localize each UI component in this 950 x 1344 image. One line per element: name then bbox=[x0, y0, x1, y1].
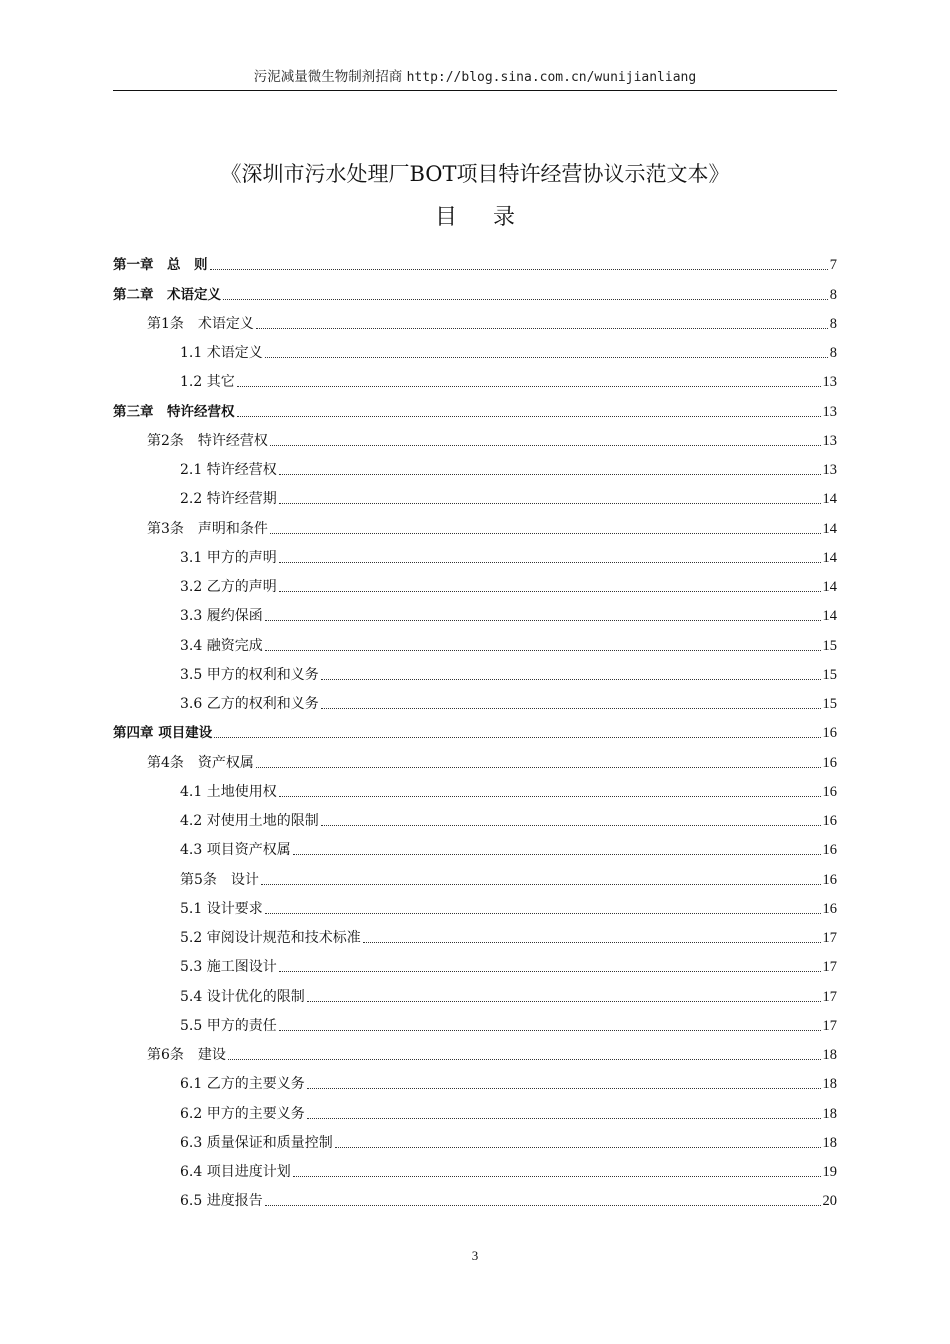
toc-entry-label: 6.4 项目进度计划 bbox=[180, 1164, 291, 1180]
toc-entry-label: 3.4 融资完成 bbox=[180, 637, 263, 654]
toc-entry-label: 第三章 特许经营权 bbox=[113, 403, 235, 420]
toc-dot-leader bbox=[279, 503, 821, 504]
toc-dot-leader bbox=[321, 708, 821, 709]
toc-entry-label: 第3条 声明和条件 bbox=[147, 520, 268, 537]
toc-entry-label: 5.5 甲方的责任 bbox=[180, 1017, 277, 1034]
toc-entry[interactable] bbox=[113, 743, 837, 772]
toc-entry-page: 17 bbox=[822, 930, 837, 946]
toc-entry-page: 16 bbox=[822, 842, 837, 859]
toc-entry-page: 16 bbox=[822, 871, 837, 888]
toc-entry[interactable] bbox=[113, 626, 837, 655]
toc-dot-leader bbox=[256, 328, 828, 329]
toc-dot-leader bbox=[265, 913, 821, 914]
toc-entry[interactable] bbox=[113, 568, 837, 597]
toc-entry-page: 17 bbox=[822, 959, 837, 976]
toc-heading: 目录 bbox=[434, 205, 551, 230]
toc-entry[interactable] bbox=[113, 422, 837, 451]
toc-dot-leader bbox=[307, 1118, 821, 1119]
toc-entry-label: 2.2 特许经营期 bbox=[180, 491, 277, 508]
toc-entry-label: 6.2 甲方的主要义务 bbox=[180, 1105, 305, 1122]
toc-dot-leader bbox=[261, 884, 821, 885]
toc-entry[interactable] bbox=[113, 392, 837, 421]
toc-entry[interactable] bbox=[113, 305, 837, 334]
toc-entry-label: 第四章 项目建设 bbox=[113, 725, 213, 742]
toc-entry-label: 3.2 乙方的声明 bbox=[180, 579, 277, 595]
toc-entry-page: 14 bbox=[822, 491, 837, 508]
toc-entry-label: 第4条 资产权属 bbox=[147, 754, 254, 771]
toc-entry[interactable] bbox=[113, 890, 837, 919]
toc-entry[interactable] bbox=[113, 685, 837, 714]
toc-entry-label: 第6条 建设 bbox=[147, 1047, 226, 1063]
toc-entry-page: 15 bbox=[822, 666, 837, 683]
toc-dot-leader bbox=[321, 825, 821, 826]
toc-entry-page: 16 bbox=[822, 783, 837, 800]
toc-entry-page: 16 bbox=[822, 754, 837, 771]
toc-entry-page: 15 bbox=[822, 696, 837, 712]
toc-entry-page: 18 bbox=[822, 1047, 837, 1063]
toc-entry-label: 1.2 其它 bbox=[180, 374, 235, 391]
toc-dot-leader bbox=[279, 474, 821, 475]
toc-entry-page: 14 bbox=[822, 549, 837, 566]
toc-entry[interactable] bbox=[113, 1007, 837, 1036]
toc-entry[interactable] bbox=[113, 451, 837, 480]
toc-entry-page: 15 bbox=[822, 637, 837, 654]
toc-entry[interactable] bbox=[113, 1036, 837, 1065]
table-of-contents bbox=[113, 246, 837, 1211]
header-url[interactable]: http://blog.sina.com.cn/wunijianliang bbox=[406, 70, 697, 85]
toc-dot-leader bbox=[293, 1176, 821, 1177]
toc-entry[interactable] bbox=[113, 539, 837, 568]
toc-dot-leader bbox=[256, 767, 821, 768]
toc-entry-label: 6.1 乙方的主要义务 bbox=[180, 1076, 305, 1093]
toc-dot-leader bbox=[210, 269, 828, 270]
toc-dot-leader bbox=[270, 533, 821, 534]
toc-dot-leader bbox=[363, 942, 821, 943]
toc-entry[interactable] bbox=[113, 334, 837, 363]
toc-entry-page: 18 bbox=[822, 1134, 837, 1151]
toc-entry[interactable] bbox=[113, 831, 837, 860]
page-number: 3 bbox=[471, 1248, 479, 1263]
toc-entry[interactable] bbox=[113, 363, 837, 392]
toc-entry-label: 5.2 审阅设计规范和技术标准 bbox=[180, 930, 361, 946]
toc-dot-leader bbox=[279, 562, 821, 563]
toc-dot-leader bbox=[307, 1001, 821, 1002]
toc-entry-page: 7 bbox=[829, 257, 837, 274]
toc-entry-page: 14 bbox=[822, 579, 837, 595]
toc-entry-page: 14 bbox=[822, 520, 837, 537]
toc-entry-label: 4.3 项目资产权属 bbox=[180, 842, 291, 859]
toc-entry-page: 16 bbox=[822, 725, 837, 742]
toc-entry-label: 1.1 术语定义 bbox=[180, 345, 263, 361]
toc-entry-page: 19 bbox=[822, 1164, 837, 1180]
toc-entry[interactable] bbox=[113, 860, 837, 889]
toc-entry-label: 第2条 特许经营权 bbox=[147, 432, 268, 449]
toc-entry-page: 13 bbox=[822, 403, 837, 420]
toc-entry-label: 2.1 特许经营权 bbox=[180, 462, 277, 478]
toc-entry-label: 4.2 对使用土地的限制 bbox=[180, 813, 319, 829]
toc-dot-leader bbox=[214, 737, 820, 738]
toc-entry-page: 18 bbox=[822, 1076, 837, 1093]
toc-dot-leader bbox=[270, 445, 821, 446]
toc-entry[interactable] bbox=[113, 773, 837, 802]
toc-entry[interactable] bbox=[113, 656, 837, 685]
toc-entry[interactable] bbox=[113, 509, 837, 538]
toc-entry-page: 8 bbox=[829, 286, 837, 303]
toc-dot-leader bbox=[307, 1088, 821, 1089]
page-header bbox=[113, 66, 837, 91]
toc-entry[interactable] bbox=[113, 597, 837, 626]
toc-entry-label: 6.3 质量保证和质量控制 bbox=[180, 1134, 333, 1151]
toc-entry[interactable] bbox=[113, 714, 837, 743]
toc-entry[interactable] bbox=[113, 275, 837, 304]
toc-dot-leader bbox=[265, 357, 828, 358]
toc-entry[interactable] bbox=[113, 948, 837, 977]
toc-dot-leader bbox=[265, 650, 821, 651]
toc-entry[interactable] bbox=[113, 1065, 837, 1094]
toc-entry[interactable] bbox=[113, 1182, 837, 1211]
toc-entry-label: 第一章 总 则 bbox=[113, 257, 208, 274]
toc-dot-leader bbox=[223, 299, 828, 300]
toc-entry-page: 8 bbox=[829, 315, 837, 332]
toc-entry-label: 3.5 甲方的权利和义务 bbox=[180, 666, 319, 683]
toc-entry-label: 4.1 土地使用权 bbox=[180, 783, 277, 800]
header-title: 污泥减量微生物制剂招商 bbox=[253, 69, 403, 85]
toc-entry-label: 第二章 术语定义 bbox=[113, 286, 221, 303]
toc-entry[interactable] bbox=[113, 1094, 837, 1123]
toc-entry[interactable] bbox=[113, 1124, 837, 1153]
toc-entry[interactable] bbox=[113, 919, 837, 948]
toc-dot-leader bbox=[237, 416, 821, 417]
toc-entry-label: 3.1 甲方的声明 bbox=[180, 549, 277, 566]
toc-entry-page: 8 bbox=[829, 345, 837, 361]
toc-entry-page: 13 bbox=[822, 432, 837, 449]
toc-entry-page: 17 bbox=[822, 1017, 837, 1034]
toc-dot-leader bbox=[237, 386, 821, 387]
toc-entry-label: 3.3 履约保函 bbox=[180, 608, 263, 625]
toc-entry[interactable] bbox=[113, 1153, 837, 1182]
toc-entry-label: 第5条 设计 bbox=[180, 871, 259, 888]
toc-dot-leader bbox=[265, 620, 821, 621]
toc-entry-page: 16 bbox=[822, 813, 837, 829]
toc-entry-label: 第1条 术语定义 bbox=[147, 315, 254, 332]
toc-entry-label: 6.5 进度报告 bbox=[180, 1193, 263, 1210]
document-title: 《深圳市污水处理厂BOT项目特许经营协议示范文本》 bbox=[220, 162, 730, 186]
toc-dot-leader bbox=[321, 679, 821, 680]
toc-entry-page: 18 bbox=[822, 1105, 837, 1122]
toc-dot-leader bbox=[279, 971, 821, 972]
toc-entry-page: 20 bbox=[822, 1193, 837, 1210]
toc-entry[interactable] bbox=[113, 480, 837, 509]
toc-entry-page: 13 bbox=[822, 374, 837, 391]
toc-entry[interactable] bbox=[113, 246, 837, 275]
toc-entry-page: 17 bbox=[822, 988, 837, 1005]
toc-dot-leader bbox=[265, 1205, 821, 1206]
toc-entry[interactable] bbox=[113, 802, 837, 831]
toc-dot-leader bbox=[279, 1030, 821, 1031]
toc-dot-leader bbox=[293, 854, 821, 855]
toc-entry-label: 3.6 乙方的权利和义务 bbox=[180, 696, 319, 712]
toc-entry-page: 13 bbox=[822, 462, 837, 478]
toc-entry-page: 14 bbox=[822, 608, 837, 625]
toc-entry-label: 5.4 设计优化的限制 bbox=[180, 988, 305, 1005]
toc-entry-label: 5.1 设计要求 bbox=[180, 900, 263, 917]
toc-entry-label: 5.3 施工图设计 bbox=[180, 959, 277, 976]
toc-dot-leader bbox=[279, 591, 821, 592]
toc-dot-leader bbox=[279, 796, 821, 797]
toc-entry-page: 16 bbox=[822, 900, 837, 917]
toc-entry[interactable] bbox=[113, 977, 837, 1006]
toc-dot-leader bbox=[335, 1147, 821, 1148]
toc-dot-leader bbox=[228, 1059, 821, 1060]
